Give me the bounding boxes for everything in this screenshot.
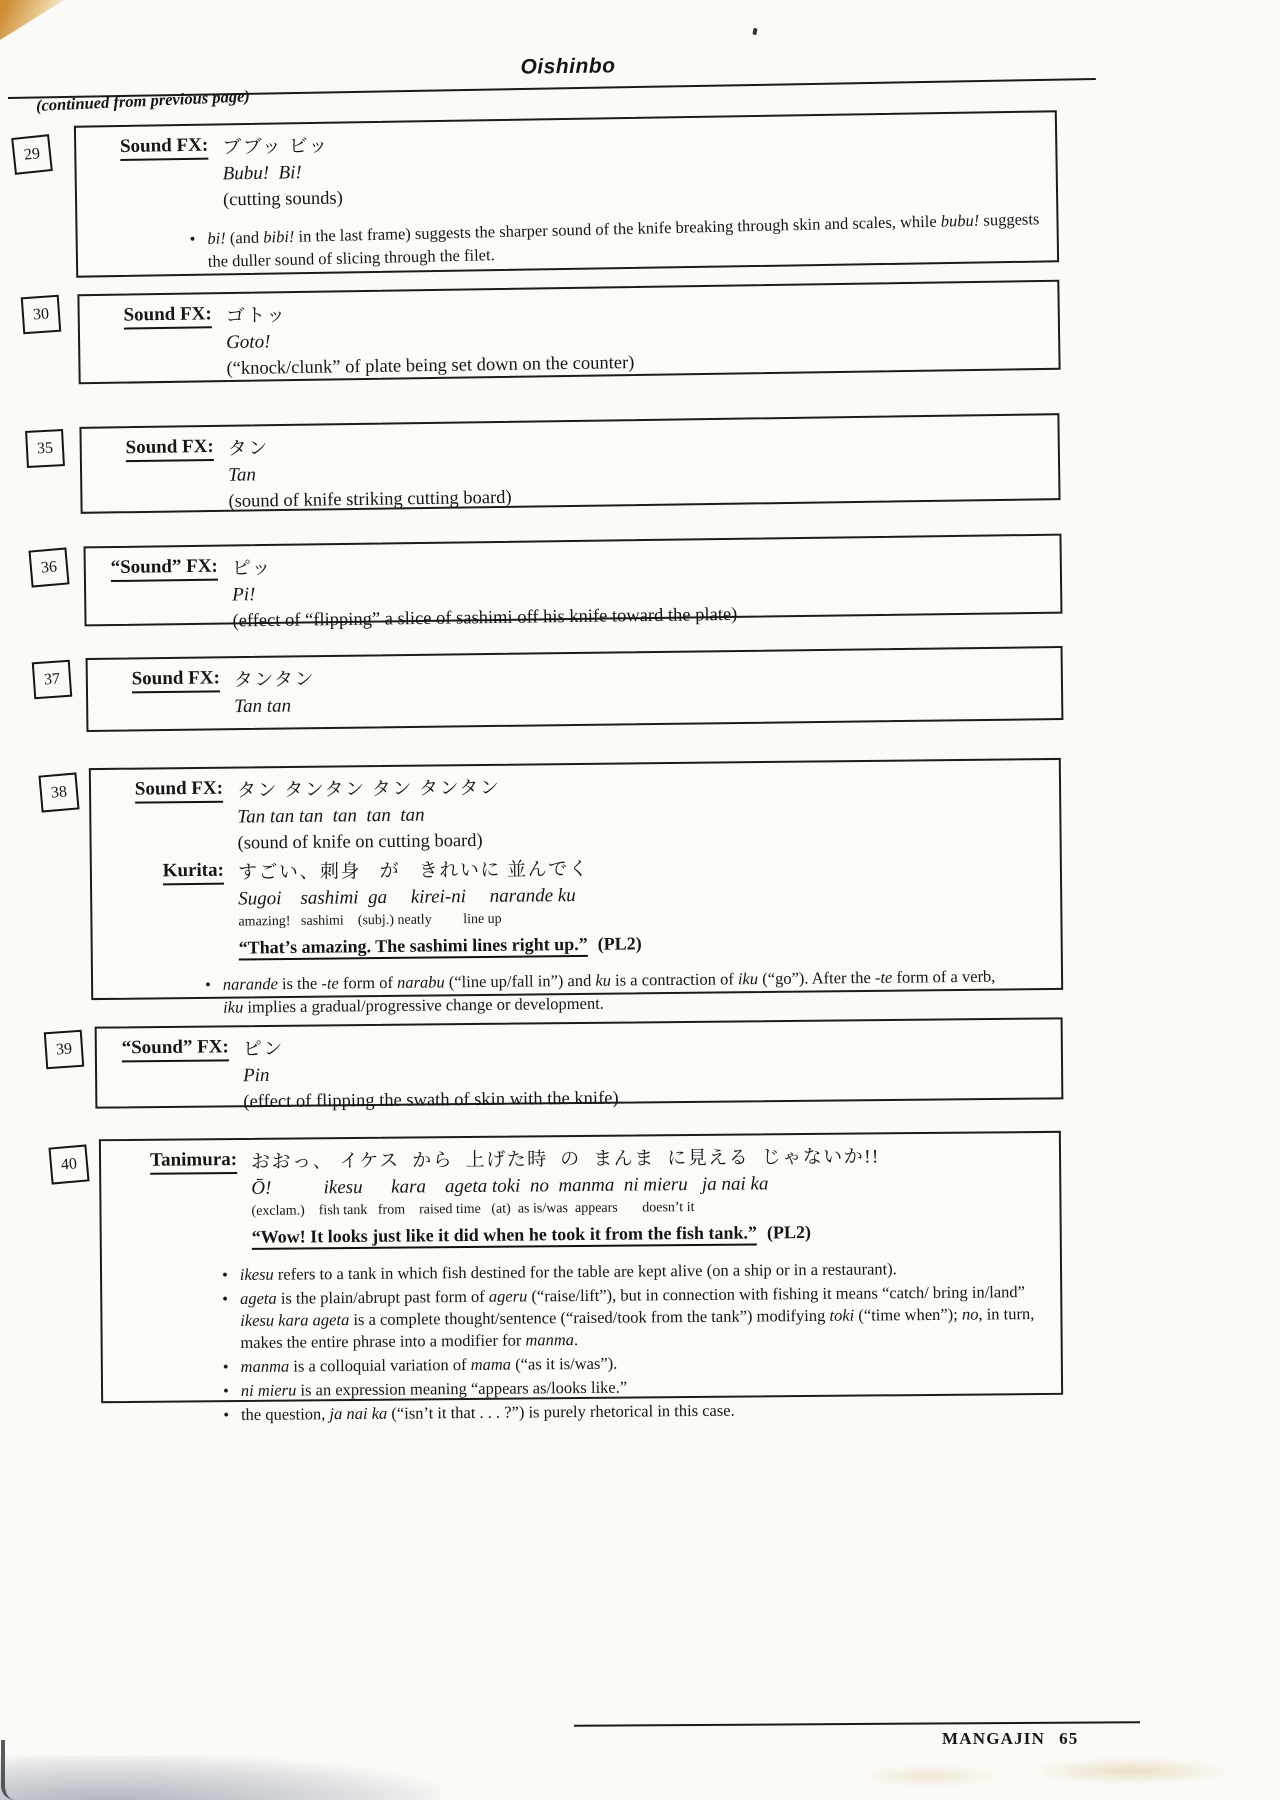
politeness-level: (PL2) [766,1221,812,1243]
panel-number-text: 39 [55,1039,73,1059]
panel-number-text: 37 [43,669,61,689]
sfx-label: “Sound” FX: [122,1036,229,1062]
ink-bleed [860,1766,1000,1786]
bullet-icon: • [204,974,211,994]
sfx-description: (cutting sounds) [222,188,343,211]
panel-number [44,1030,84,1070]
panel-number [21,295,61,335]
footer-brand: MANGAJIN [942,1729,1046,1748]
sfx-kana: タンタン [233,669,316,692]
sfx-label: Sound FX: [123,303,212,329]
panel-number-text: 30 [32,304,50,324]
note-text: ni mieru is an expression meaning “appears as/looks like.” [240,1377,628,1400]
note-item [223,1397,1049,1426]
entry-box-40 [99,1131,1063,1425]
entry-box-35 [79,413,1060,514]
panel-number-text: 29 [23,144,41,164]
sfx-label: Sound FX: [132,667,220,693]
footer-page-number: 65 [1059,1729,1079,1748]
bullet-icon: • [223,1405,230,1425]
speaker-translation: “That’s amazing. The sashimi lines right up.” [239,934,588,961]
ink-bleed [1030,1758,1230,1784]
panel-number [32,660,72,700]
sfx-kana: ブブッ ビッ [222,135,330,159]
speaker-name: Kurita: [163,860,224,886]
sfx-label: Sound FX: [120,135,209,161]
politeness-level: (PL2) [597,933,642,954]
speaker-gloss: amazing! sashimi (subj.) neatly line up [238,911,502,930]
speaker-kana: おおっ、 イケス から 上げた時 の まんま に見える じゃないか!! [250,1146,880,1173]
note-text: narande is the -te form of narabu (“line up/fall in”) and ku is a contraction of iku (“go”). After the -te form of a verb, iku implies a gradual/progressive change or development. [222,966,996,1017]
footer-rule [574,1721,1140,1726]
sfx-label: “Sound” FX: [110,556,217,582]
sfx-description: (effect of flipping the swath of skin with the knife) [243,1088,619,1113]
sfx-kana: ピン [242,1038,284,1061]
sfx-label: Sound FX: [135,778,223,804]
note-item [222,1281,1049,1354]
panel-number [28,547,69,587]
continued-note: (continued from previous page) [35,86,251,115]
sfx-romaji: Bubu! Bi! [222,162,302,185]
sfx-romaji: Tan tan tan tan tan tan [237,804,425,828]
sfx-label: Sound FX: [125,436,214,462]
sfx-description: (effect of “flipping” a slice of sashimi off his knife toward the plate) [232,604,738,632]
entry-box-36 [84,534,1063,632]
page-corner-curl [0,0,64,40]
ink-speck [752,28,757,36]
sfx-romaji: Pin [243,1064,270,1087]
note-item [189,207,1045,273]
bullet-icon: • [221,1265,228,1285]
entry-box-30 [77,280,1060,385]
bullet-icon: • [189,229,196,249]
note-text: the question, ja nai ka (“isn’t it that . . . ?”) is purely rhetorical in this case. [240,1400,735,1424]
note-item [205,964,1049,1019]
panel-number-text: 36 [40,557,58,577]
footer [942,1729,1079,1749]
speaker-translation-line [239,928,642,962]
page-header-title: Oishinbo [520,54,616,79]
speaker-translation: “Wow! It looks just like it did when he took it from the fish tank.” [252,1222,757,1249]
page-edge [1,1740,15,1800]
note-text: bi! (and bibi! in the last frame) suggests the sharper sound of the knife breaking through skin and scales, while bubu! suggests the duller sound of slicing through the filet. [207,209,1040,271]
speaker-romaji: Ō! ikesu kara ageta toki no manma ni mieru ja nai ka [251,1173,769,1199]
panel-number [38,772,79,812]
entry-box-38 [89,758,1063,1017]
sfx-romaji: Goto! [225,331,271,354]
bullet-icon: • [222,1381,229,1401]
sfx-description: (sound of knife on cutting board) [237,830,483,854]
sfx-description: (“knock/clunk” of plate being set down on the counter) [226,353,635,380]
bullet-icon: • [222,1357,229,1377]
sfx-romaji: Pi! [232,584,256,606]
entry-box-39 [95,1017,1064,1113]
speaker-gloss: (exclam.) fish tank from raised time (at) as is/was appears doesn’t it [251,1200,695,1219]
speaker-romaji: Sugoi sashimi ga kirei-ni narande ku [238,885,576,910]
panel-number-text: 40 [60,1154,78,1174]
scan-shadow [0,1756,440,1800]
panel-number [11,134,53,175]
sfx-romaji: Tan tan [234,695,292,718]
panel-number [25,429,65,468]
note-text: ageta is the plain/abrupt past form of ageru (“raise/lift”), but in connection with fishing it means “catch/ bring in/land” ikesu kara ageta is a complete thought/sentence (“raised/took from the tank”) modifying toki (“time when”); no, in turn, makes the entire phrase into a modifier for manma. [239,1282,1035,1352]
sfx-description: (sound of knife striking cutting board) [228,487,512,512]
note-text: manma is a colloquial variation of mama (“as it is/was”). [240,1353,618,1376]
speaker-name: Tanimura: [150,1149,237,1175]
sfx-kana: ゴトッ [225,305,287,328]
note-text: ikesu refers to a tank in which fish destined for the table are kept alive (on a ship or in a restaurant). [239,1259,897,1284]
panel-number-text: 35 [36,439,54,457]
speaker-kana: すごい、刺身 が きれいに 並んでく [237,858,590,884]
entry-box-29 [74,110,1059,277]
sfx-kana: ピッ [231,557,273,580]
speaker-translation-line [252,1216,881,1251]
sfx-kana: タン [227,438,269,460]
bullet-icon: • [222,1289,229,1309]
sfx-romaji: Tan [227,464,257,486]
panel-number [48,1144,89,1184]
sfx-kana: タン タンタン タン タンタン [236,777,501,802]
entry-box-37 [86,646,1064,732]
panel-number-text: 38 [50,782,68,802]
